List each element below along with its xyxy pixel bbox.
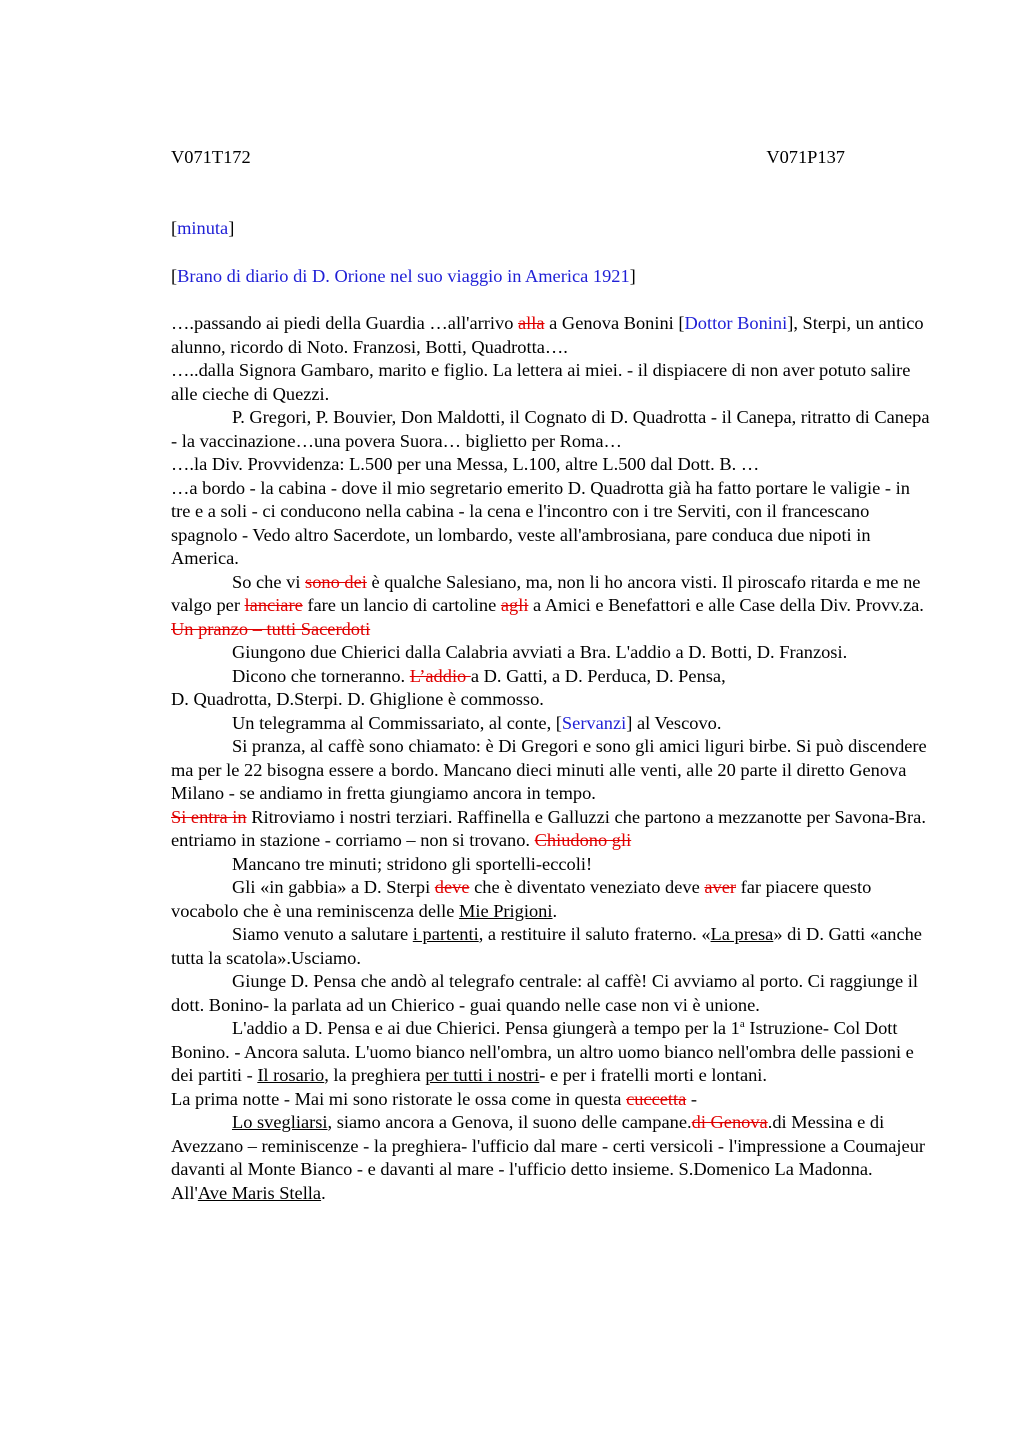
document-title-text: Brano di diario di D. Orione nel suo viaggio in America 1921 xyxy=(177,266,630,286)
paragraph-10: Si pranza, al caffè sono chiamato: è Di Gregori e sono gli amici liguri birbe. Si può discendere ma per le 22 bisogna essere a bordo. Mancano dieci minuti alle venti, alle 20 parte il diretto Genova Milano - se andiamo in fretta giungiamo ancora in tempo. xyxy=(171,736,927,803)
text: ] al Vescovo. xyxy=(626,712,722,733)
underlined-text: Mie Prigioni xyxy=(458,900,553,921)
underlined-text: per tutti i nostri xyxy=(425,1065,540,1085)
deleted-text: Si entra in xyxy=(171,806,247,827)
editor-note: Servanzi xyxy=(561,712,627,733)
paragraph-2: …..dalla Signora Gambaro, marito e figlio. La lettera ai miei. - il dispiacere di non aver potuto salire alle cieche di Quezzi. xyxy=(171,360,911,404)
deleted-text: Chiudono gli xyxy=(534,830,632,850)
underlined-text: La presa xyxy=(710,924,774,944)
paragraph-3: P. Gregori, P. Bouvier, Don Maldotti, il Cognato di D. Quadrotta - il Canepa, ritratto di Canepa - la vaccinazione…una povera Suora… biglietto per Roma… xyxy=(171,407,930,451)
text: , a restituire il saluto fraterno. « xyxy=(478,924,711,944)
paragraph-18 xyxy=(171,1111,931,1205)
diary-body xyxy=(171,312,931,1205)
paragraph-4: ….la Div. Provvidenza: L.500 per una Messa, L.100, altre L.500 dal Dott. B. … xyxy=(171,454,760,474)
paragraph-16 xyxy=(171,1017,931,1088)
text: è qualche Salesiano, ma, non li ho ancora visti. Il piroscafo ritarda e me ne valgo per xyxy=(171,571,921,615)
text: a Amici e Benefattori e alle Case della Div. Provv.za. xyxy=(528,595,924,615)
editor-note: Dottor Bonini xyxy=(684,313,788,333)
text: - xyxy=(686,1088,698,1109)
deleted-text: Un pranzo – tutti Sacerdoti xyxy=(171,618,371,639)
paragraph-11 xyxy=(171,806,931,853)
paragraph-5: …a bordo - la cabina - dove il mio segretario emerito D. Quadrotta già ha fatto portare le valigie - in tre e a soli - ci conducono nella cabina - la cena e l'incontro con i tre Serviti, con il francescano spagnolo - Vedo altro Sacerdote, un lombardo, veste all'ambrosiana, pare conduca due nipoti in America. xyxy=(171,477,910,568)
document-header xyxy=(171,146,845,170)
deleted-text: sono dei xyxy=(305,571,367,592)
minuta-note: [minuta] xyxy=(171,218,235,238)
text: ….passando ai piedi della Guardia …all'arrivo xyxy=(171,313,519,333)
paragraph-6 xyxy=(171,571,931,642)
text: Un telegramma al Commissariato, al conte, [ xyxy=(232,712,562,733)
deleted-text: deve xyxy=(434,877,470,897)
underlined-text: Ave Maris Stella xyxy=(197,1182,322,1203)
text: Siamo venuto a salutare xyxy=(232,924,413,944)
deleted-text: aver xyxy=(704,877,737,897)
paragraph-9 xyxy=(171,712,931,736)
text: » di D. Gatti «anche tutta la scatola».Usciamo. xyxy=(171,924,922,968)
text: . xyxy=(552,900,558,921)
text: fare un lancio di cartoline xyxy=(302,595,501,615)
text: Gli «in gabbia» a D. Sterpi xyxy=(232,877,435,897)
text: - e per i fratelli morti e lontani. xyxy=(539,1065,768,1085)
text: che è diventato veneziato deve xyxy=(469,877,705,897)
paragraph-15: Giunge D. Pensa che andò al telegrafo centrale: al caffè! Ci avviamo al porto. Ci raggiunge il dott. Bonino- la parlata ad un Chierico - guai quando nelle case non vi è unione. xyxy=(171,971,918,1015)
minuta-label: minuta xyxy=(177,218,229,238)
text: So che vi xyxy=(232,571,306,592)
paragraph-14 xyxy=(171,923,931,970)
superscript: a xyxy=(739,1017,745,1030)
underlined-text: Lo svegliarsi xyxy=(232,1112,328,1132)
paragraph-8 xyxy=(171,665,931,689)
text: , la preghiera xyxy=(324,1065,426,1085)
paragraph-8-cont: D. Quadrotta, D.Sterpi. D. Ghiglione è commosso. xyxy=(171,689,544,709)
underlined-text: i partenti xyxy=(412,924,479,944)
paragraph-17 xyxy=(171,1088,931,1112)
text: L'addio a D. Pensa e ai due Chierici. Pensa giungerà a tempo per la 1 xyxy=(232,1018,740,1038)
paragraph-13 xyxy=(171,876,931,923)
paragraph-7: Giungono due Chierici dalla Calabria avviati a Bra. L'addio a D. Botti, D. Franzosi. xyxy=(232,642,848,662)
text: .di Messina e di Avezzano – reminiscenze - la preghiera- l'ufficio dal mare - certi versicoli - l'impressione a Coumajeur davanti al Monte Bianco - e davanti al mare - l'ufficio detto insieme. S.Domenico La Madonna. All' xyxy=(171,1112,926,1203)
deleted-text: L’addio xyxy=(409,665,471,686)
text: La prima notte - Mai mi sono ristorate le ossa come in questa xyxy=(171,1088,627,1109)
text: , siamo ancora a Genova, il suono delle campane. xyxy=(327,1112,692,1132)
paragraph-12: Mancano tre minuti; stridono gli sportelli-eccoli! xyxy=(232,853,593,874)
text: Ritroviamo i nostri terziari. Raffinella e Galluzzi che partono a mezzanotte per Savona-Bra. entriamo in stazione - corriamo – non si trovano. xyxy=(171,806,926,850)
deleted-text: agli xyxy=(500,595,529,615)
text: Istruzione- Col Dott Bonino. - Ancora saluta. L'uomo bianco nell'ombra, un altro uomo bianco nell'ombra delle passioni e dei partiti - xyxy=(171,1018,914,1085)
document-title: [Brano di diario di D. Orione nel suo viaggio in America 1921] xyxy=(171,266,636,286)
text: far piacere questo vocabolo che è una reminiscenza delle xyxy=(171,877,872,921)
deleted-text: di Genova xyxy=(691,1112,768,1132)
text: . xyxy=(321,1182,326,1203)
underlined-text: Il rosario xyxy=(257,1065,325,1085)
text: a D. Gatti, a D. Perduca, D. Pensa, xyxy=(470,665,726,686)
text: ], Sterpi, un antico alunno, ricordo di Noto. Franzosi, Botti, Quadrotta…. xyxy=(171,313,924,357)
text: a Genova Bonini [ xyxy=(544,313,685,333)
paragraph-1 xyxy=(171,312,931,359)
document-code-right: V071P137 xyxy=(766,147,845,167)
document-code-left: V071T172 xyxy=(171,147,251,167)
text: Dicono che torneranno. xyxy=(232,665,410,686)
deleted-text: alla xyxy=(518,313,545,333)
deleted-text: lanciare xyxy=(244,595,303,615)
deleted-text: cuccetta xyxy=(626,1088,687,1109)
